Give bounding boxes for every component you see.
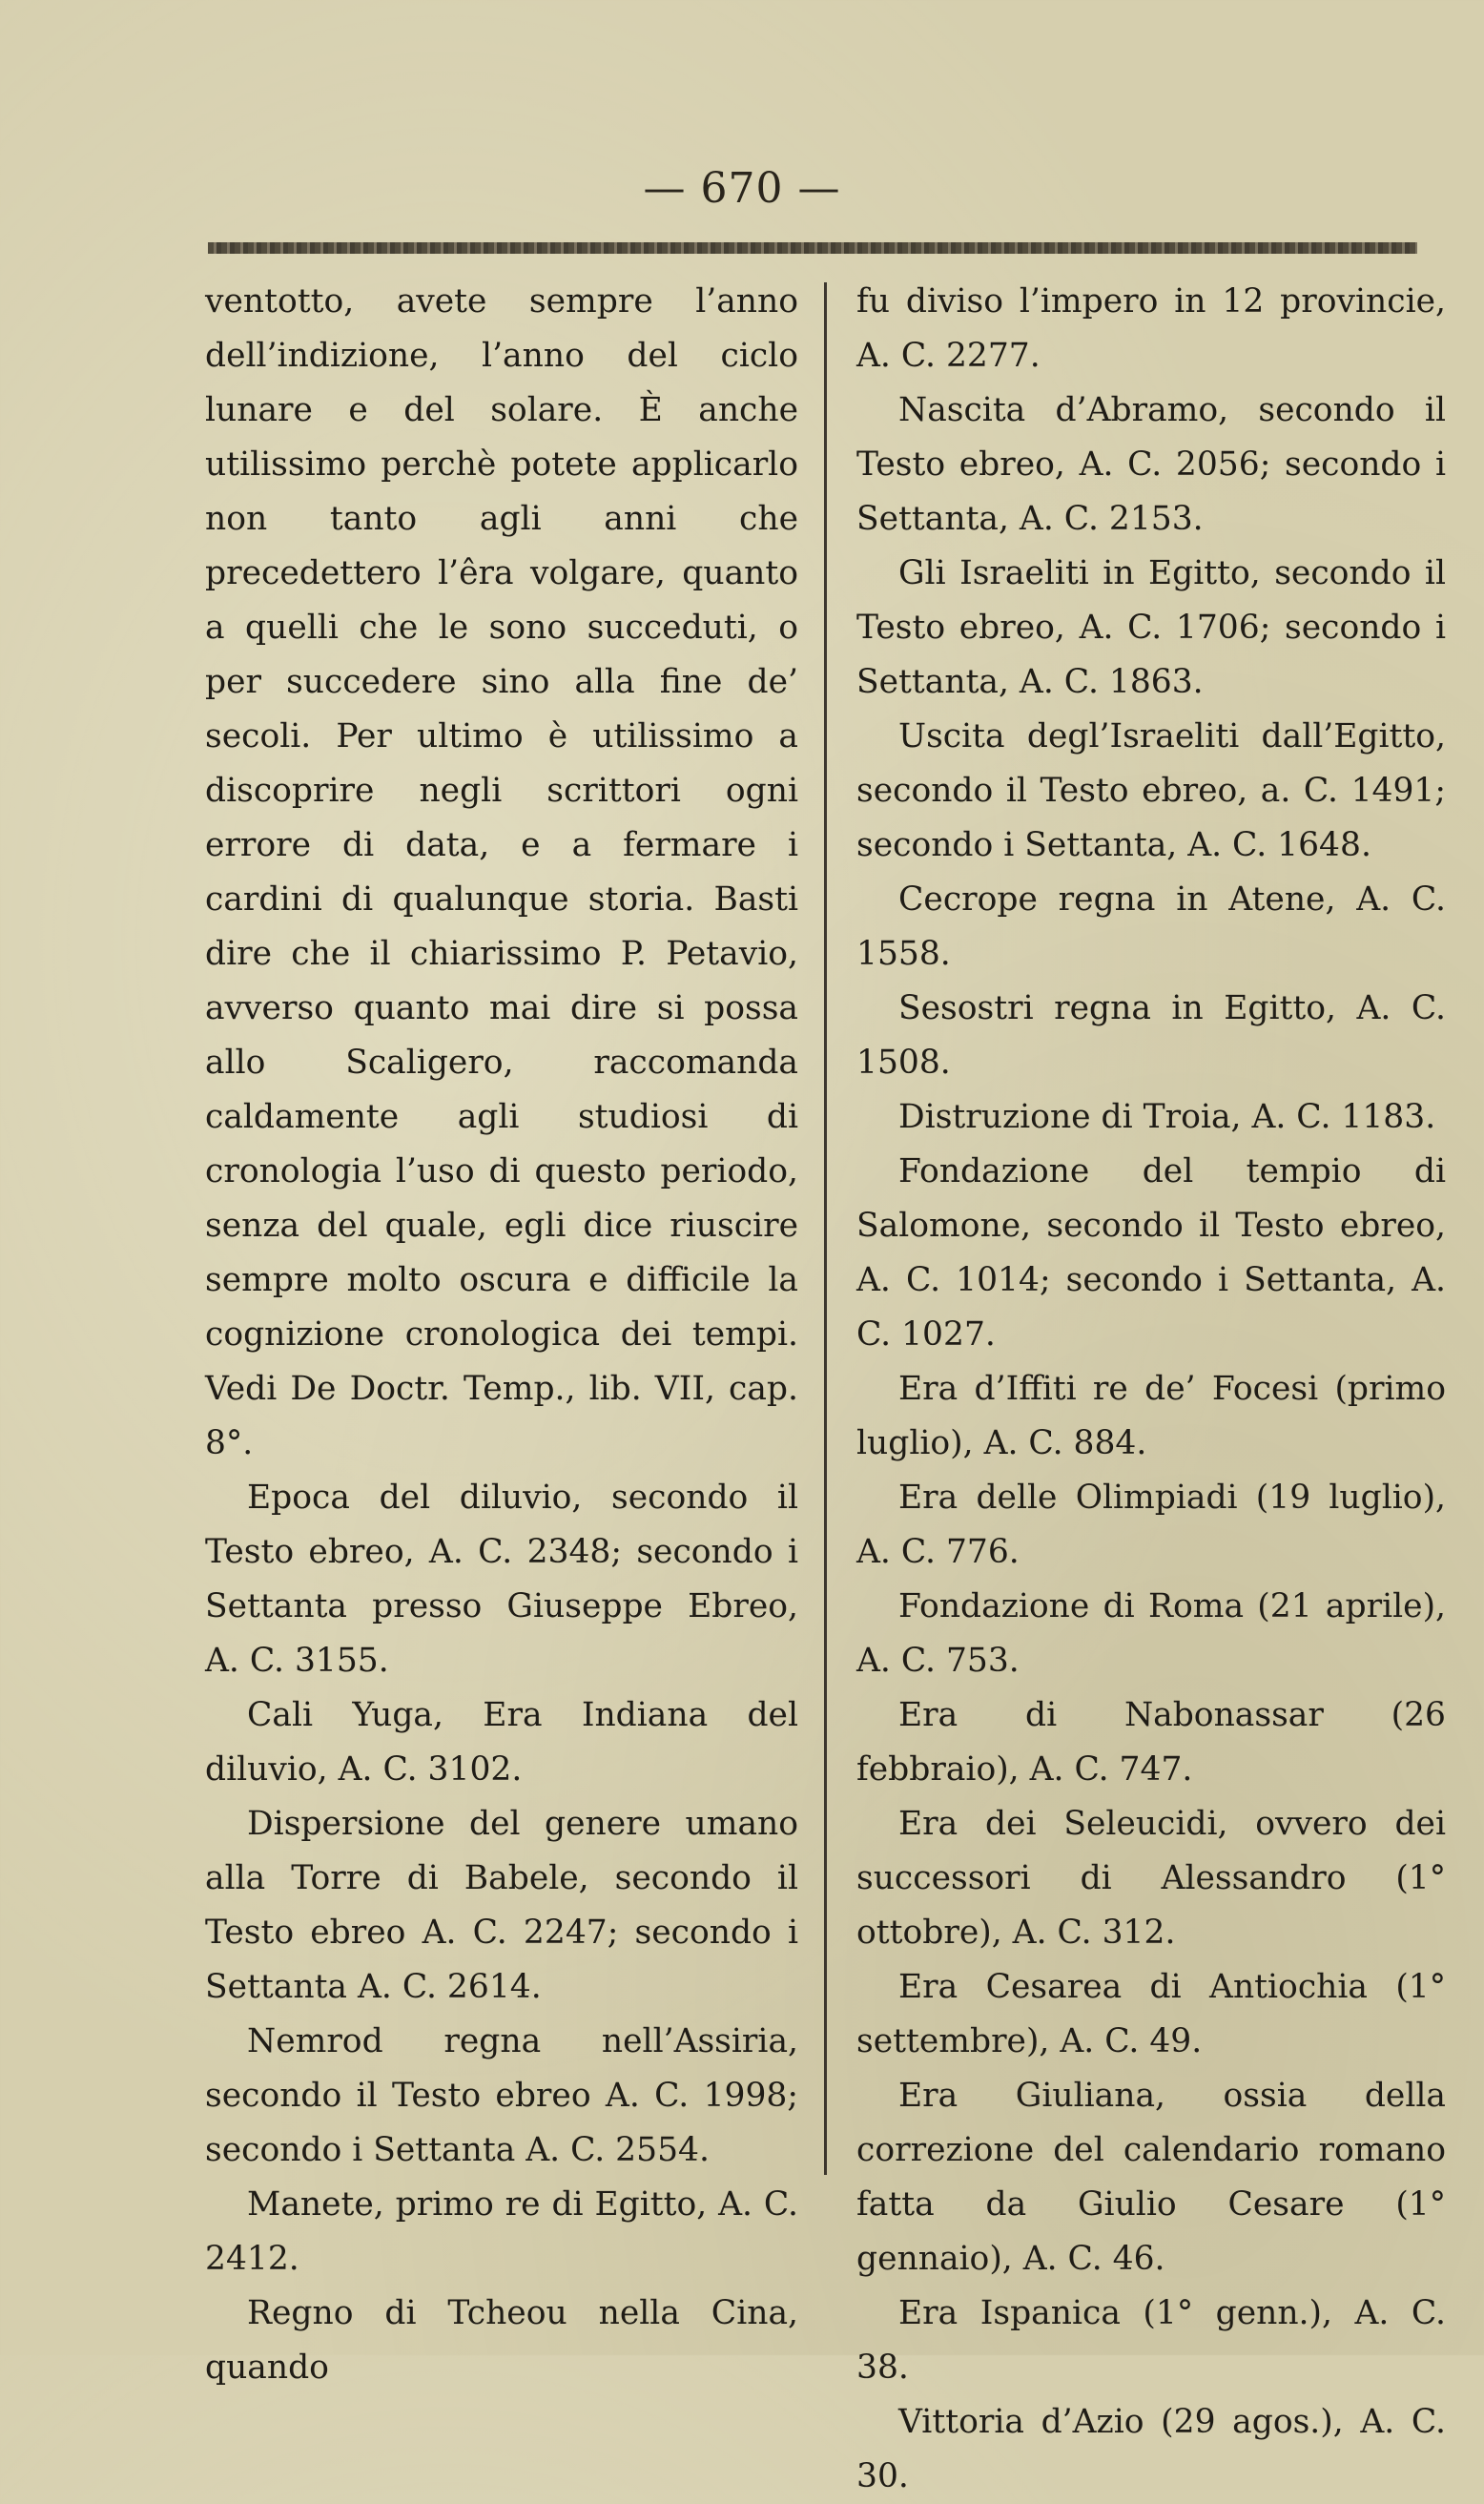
paragraph: Era di Nabonassar (26 febbraio), A. C. 747. — [856, 1696, 1446, 1789]
paragraph: Dispersione del genere umano alla Torre di Babele, secondo il Testo ebreo A. C. 2247; secondo i Settanta A. C. 2614. — [205, 1805, 798, 2006]
paragraph: Epoca del diluvio, secondo il Testo ebreo, A. C. 2348; secondo i Settanta presso Giuseppe Ebreo, A. C. 3155. — [205, 1479, 798, 1680]
paragraph: Distruzione di Troia, A. C. 1183. — [898, 1098, 1436, 1136]
paragraph: Uscita degl’Israeliti dall’Egitto, secondo il Testo ebreo, a. C. 1491; secondo i Settanta, A. C. 1648. — [856, 717, 1446, 864]
left-column — [205, 275, 798, 2395]
paragraph: Nascita d’Abramo, secondo il Testo ebreo, A. C. 2056; secondo i Settanta, A. C. 2153. — [856, 391, 1446, 538]
paragraph: Cali Yuga, Era Indiana del diluvio, A. C. 3102. — [205, 1696, 798, 1789]
paragraph: Vittoria d’Azio (29 agos.), A. C. 30. — [856, 2403, 1446, 2495]
paragraph: fu diviso l’impero in 12 provincie, A. C. 2277. — [856, 282, 1446, 375]
paragraph: Cecrope regna in Atene, A. C. 1558. — [856, 880, 1446, 973]
paragraph: Sesostri regna in Egitto, A. C. 1508. — [856, 989, 1446, 1082]
paragraph: Nemrod regna nell’Assiria, secondo il Testo ebreo A. C. 1998; secondo i Settanta A. C. 2554. — [205, 2022, 798, 2169]
paragraph: Era Cesarea di Antiochia (1° settembre), A. C. 49. — [856, 1968, 1446, 2060]
paragraph: Manete, primo re di Egitto, A. C. 2412. — [205, 2185, 798, 2278]
paragraph: Era dei Seleucidi, ovvero dei successori di Alessandro (1° ottobre), A. C. 312. — [856, 1805, 1446, 1952]
paragraph: Era delle Olimpiadi (19 luglio), A. C. 776. — [856, 1479, 1446, 1571]
paragraph: ventotto, avete sempre l’anno dell’indizione, l’anno del ciclo lunare e del solare. È anche utilissimo perchè potete applicarlo non tanto agli anni che precedettero l’êra volgare, quanto a quelli che le sono succeduti, o per succedere sino alla fine de’ secoli. Per ultimo è utilissimo a discoprire negli scrittori ogni errore di data, e a fermare i cardini di qualunque storia. Basti dire che il chiarissimo P. Petavio, avverso quanto mai dire si possa allo Scaligero, raccomanda caldamente agli studiosi di cronologia l’uso di questo periodo, senza del quale, egli dice riuscire sempre molto oscura e difficile la cognizione cronologica dei tempi. Vedi De Doctr. Temp., lib. VII, cap. 8°. — [205, 282, 798, 1462]
paragraph: Fondazione di Roma (21 aprile), A. C. 753. — [856, 1587, 1446, 1680]
paragraph: Gli Israeliti in Egitto, secondo il Testo ebreo, A. C. 1706; secondo i Settanta, A. C. 1863. — [856, 554, 1446, 701]
column-divider — [824, 282, 827, 2175]
paragraph: Fondazione del tempio di Salomone, secondo il Testo ebreo, A. C. 1014; secondo i Settanta, A. C. 1027. — [856, 1152, 1446, 1354]
page-number: — 670 — — [643, 164, 841, 213]
paragraph: Regno di Tcheou nella Cina, quando — [205, 2294, 798, 2387]
right-column — [856, 275, 1446, 2504]
paragraph: Era Ispanica (1° genn.), A. C. 38. — [856, 2294, 1446, 2387]
paragraph: Era Giuliana, ossia della correzione del calendario romano fatta da Giulio Cesare (1° gennaio), A. C. 46. — [856, 2077, 1446, 2278]
header-rule — [208, 242, 1417, 254]
paragraph: Era d’Iffiti re de’ Focesi (primo luglio), A. C. 884. — [856, 1370, 1446, 1462]
